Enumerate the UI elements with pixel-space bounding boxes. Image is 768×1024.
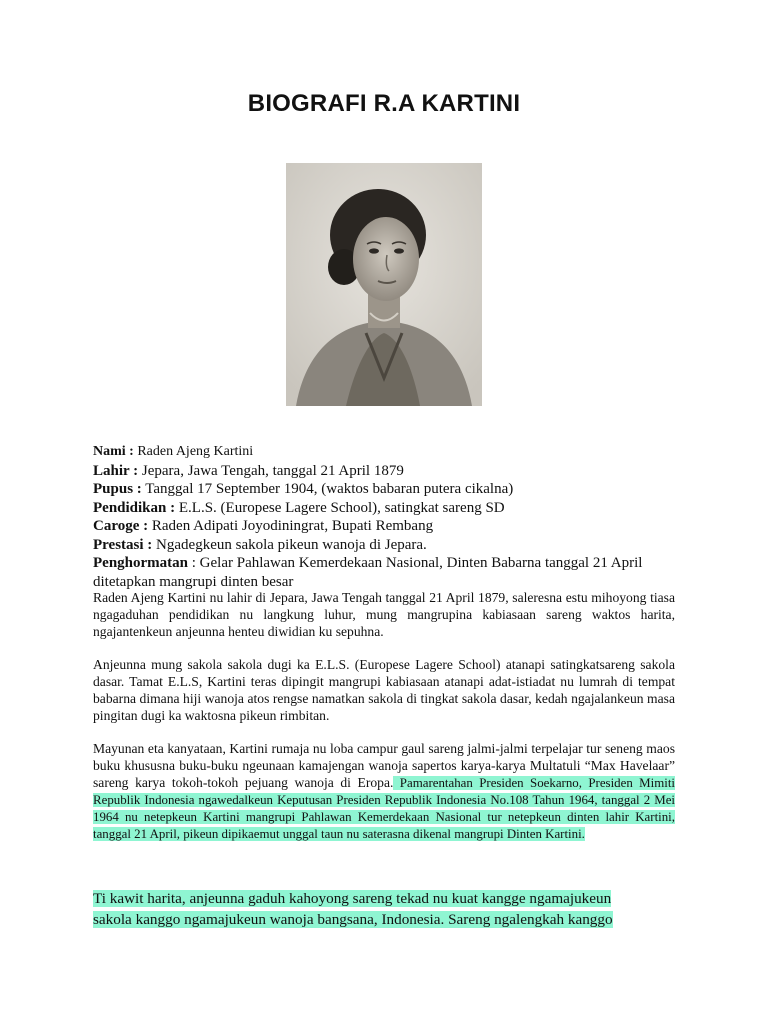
bio-row-birth: [93, 462, 675, 481]
bio-value: Jepara, Jawa Tengah, tanggal 21 April 1879: [138, 462, 404, 479]
highlighted-line-1: Ti kawit harita, anjeunna gaduh kahoyong sareng tekad nu kuat kangge ngamajukeun: [93, 890, 612, 907]
highlighted-text: Pamarentahan Presiden Soekarno, Presiden Mimiti Republik Indonesia ngawedalkeun Keputusan Presiden Republik Indonesia No.108 Tahun 1964, tanggal 2 Mei 1964 nu netepkeun Kartini mangrupi Pahlawan Kemerdekaan Nasional tur netepkeun dinten lahir Kartini, tanggal 21 April, pikeun dipikaemut unggal taun nu saterasna dikenal mangrupi Dinten Kartini.: [93, 775, 675, 841]
bio-value: E.L.S. (Europese Lagere School), satingkat sareng SD: [175, 499, 505, 516]
paragraph-2: Anjeunna mung sakola sakola dugi ka E.L.S. (Europese Lagere School) atanapi satingkatsareng sakola dasar. Tamat E.L.S, Kartini teras dipingit mangrupi kabiasaan atanapi adat-istiadat nu lumrah di tempat babarna dimana hiji wanoja atos rengse namatkan sakola di tingkat sakola dasar, kedah ngajalankeun masa pingitan dugi ka waktosna pikeun rimbitan.: [93, 657, 675, 723]
paragraph-1: Raden Ajeng Kartini nu lahir di Jepara, Jawa Tengah tanggal 21 April 1879, saleresna estu mihoyong tiasa ngagaduhan pendidikan nu langkung luhur, mung mangrupina kabiasaan sareng waktos harita, ngajantenkeun anjeunna henteu diwidian ku sepuhna.: [93, 590, 675, 639]
bio-value: Raden Adipati Joyodiningrat, Bupati Rembang: [148, 518, 434, 534]
biodata-list: [93, 443, 675, 591]
bio-row-death: [93, 480, 675, 499]
kartini-portrait-image: [286, 163, 482, 406]
bio-value: Ngadegkeun sakola pikeun wanoja di Jepara.: [152, 536, 427, 553]
bio-label: Pupus :: [93, 481, 142, 497]
paragraph-3-text: Mayunan eta kanyataan, Kartini rumaja nu loba campur gaul sareng jalmi-jalmi terpelajar tur seneng maos buku khususna buku-buku ngeunaan kamajengan wanoja sapertos karya-karya Multatuli “Max Havelaar” sareng karya tokoh-tokoh pejuang wanoja di Eropa.: [93, 741, 675, 790]
portrait-drawing: [286, 163, 482, 406]
bio-row-education: [93, 499, 675, 518]
page-title: BIOGRAFI R.A KARTINI: [247, 90, 521, 117]
bio-label: Penghormatan: [93, 555, 188, 571]
paragraph-4: [93, 888, 693, 930]
bio-row-name: [93, 443, 675, 462]
bio-row-spouse: [93, 517, 675, 536]
bio-label: Nami :: [93, 444, 134, 459]
bio-label: Pendidikan :: [93, 499, 176, 516]
bio-label: Prestasi :: [93, 536, 153, 553]
bio-value: Raden Ajeng Kartini: [133, 444, 254, 459]
bio-row-achievement: [93, 536, 675, 555]
bio-value: : Gelar Pahlawan Kemerdekaan Nasional, Dinten Babarna tanggal 21 April ditetapkan mangrupi dinten besar: [93, 555, 643, 590]
bio-label: Caroge :: [93, 518, 149, 534]
bio-label: Lahir :: [93, 462, 139, 479]
highlighted-line-2: sakola kanggo ngamajukeun wanoja bangsana, Indonesia. Sareng ngalengkah kanggo: [93, 911, 613, 928]
bio-row-honor: [93, 554, 675, 591]
bio-value: Tanggal 17 September 1904, (waktos babaran putera cikalna): [141, 481, 514, 497]
paragraph-3: [93, 741, 675, 842]
